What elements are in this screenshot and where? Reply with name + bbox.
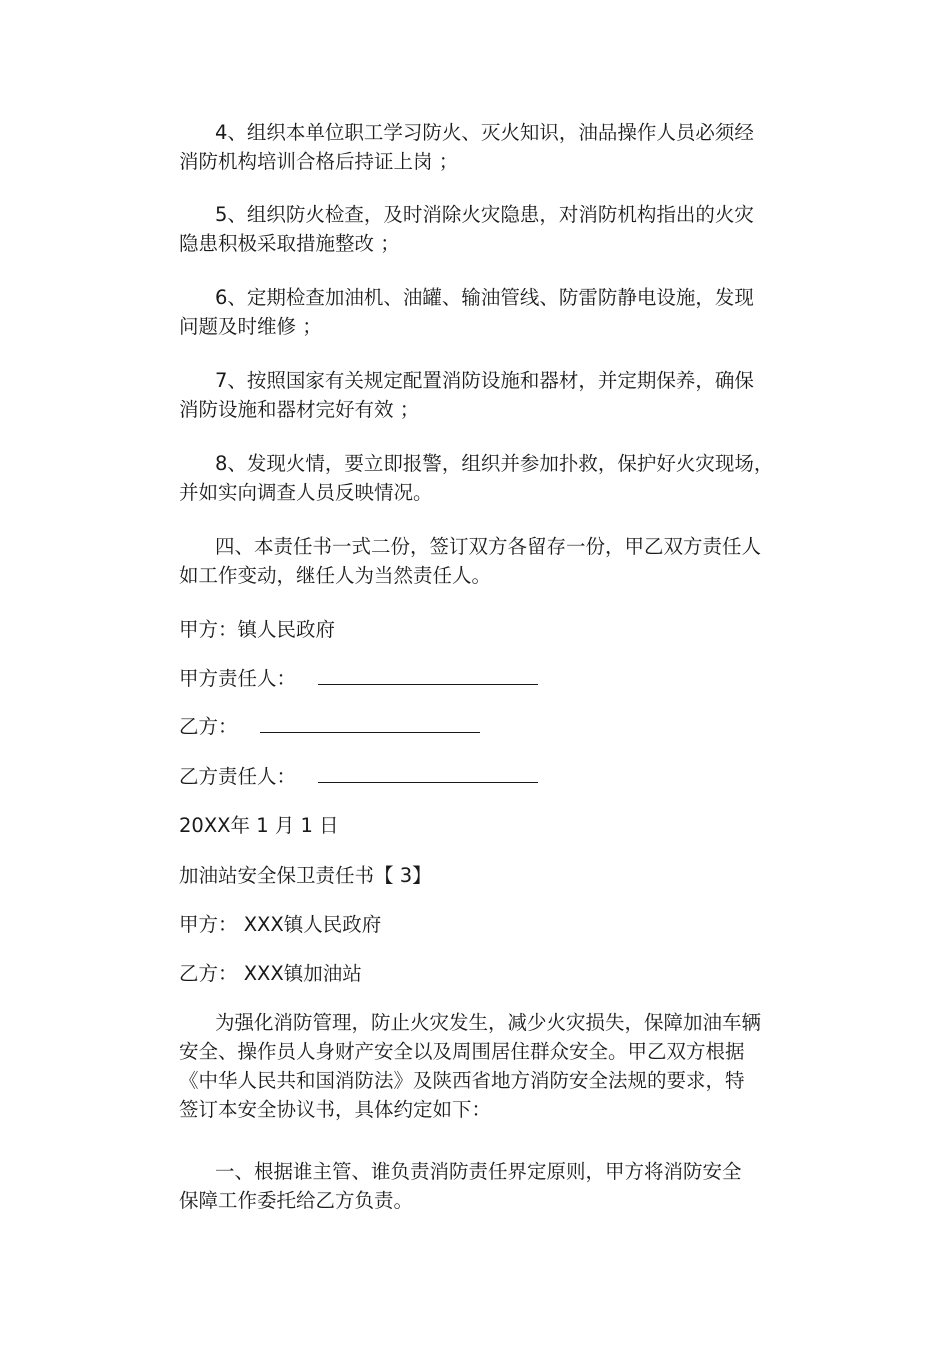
doc3-title-line bbox=[179, 861, 432, 890]
clause-4-line-1: 四、本责任书一式二份，签订双方各留存一份，甲乙双方责任人 bbox=[215, 535, 762, 558]
item-4-line-1: 4、组织本单位职工学习防火、灭火知识，油品操作人员必须经 bbox=[215, 121, 754, 144]
item-5-line-2: 隐患积极采取措施整改 ； bbox=[179, 232, 400, 255]
doc3-party-b-line bbox=[179, 959, 362, 988]
doc3-intro-line-2: 安全、操作员人身财产安全以及周围居住群众安全。甲乙双方根据 bbox=[179, 1040, 745, 1063]
party-b-line bbox=[179, 712, 480, 741]
item-7-line-1: 7、按照国家有关规定配置消防设施和器材，并定期保养，确保 bbox=[215, 369, 754, 392]
doc3-clause-1-line-1: 一、根据谁主管、谁负责消防责任界定原则，甲方将消防安全 bbox=[215, 1160, 742, 1183]
signing-date: 20XX年 1 月 1 日 bbox=[179, 814, 339, 837]
item-8-line-2: 并如实向调查人员反映情况。 bbox=[179, 481, 433, 504]
item-6-line-2: 问题及时维修 ； bbox=[179, 315, 322, 338]
doc3-party-a: 甲方： XXX镇人民政府 bbox=[179, 913, 382, 936]
date-line bbox=[179, 811, 339, 840]
party-b-label: 乙方： bbox=[179, 715, 238, 738]
item-7 bbox=[143, 366, 793, 424]
party-a-person-label: 甲方责任人： bbox=[179, 667, 297, 690]
doc3-party-b: 乙方： XXX镇加油站 bbox=[179, 962, 362, 985]
party-a-line bbox=[179, 615, 335, 644]
clause-4-line-2: 如工作变动，继任人为当然责任人。 bbox=[179, 564, 492, 587]
doc3-intro-line-3: 《中华人民共和国消防法》及陕西省地方消防安全法规的要求，特 bbox=[179, 1069, 745, 1092]
party-b-blank bbox=[260, 712, 480, 733]
clause-4 bbox=[143, 532, 793, 590]
party-a-person-blank bbox=[318, 664, 538, 685]
item-6-line-1: 6、定期检查加油机、油罐、输油管线、防雷防静电设施，发现 bbox=[215, 286, 754, 309]
item-7-line-2: 消防设施和器材完好有效 ； bbox=[179, 398, 420, 421]
item-4-line-2: 消防机构培训合格后持证上岗 ； bbox=[179, 150, 459, 173]
item-8-line-1: 8、发现火情，要立即报警，组织并参加扑救，保护好火灾现场， bbox=[215, 452, 774, 475]
party-b-person-blank bbox=[318, 762, 538, 783]
party-b-person-line bbox=[179, 762, 538, 791]
party-a-label: 甲方：镇人民政府 bbox=[179, 618, 336, 641]
item-8 bbox=[143, 449, 793, 507]
doc3-clause-1 bbox=[143, 1157, 793, 1215]
doc3-intro-line-1: 为强化消防管理，防止火灾发生，减少火灾损失，保障加油车辆 bbox=[215, 1011, 762, 1034]
party-a-person-line bbox=[179, 664, 538, 693]
doc3-intro-line-4: 签订本安全协议书，具体约定如下： bbox=[179, 1098, 492, 1121]
doc3-intro bbox=[143, 1008, 793, 1124]
doc3-title: 加油站安全保卫责任书【 3】 bbox=[179, 864, 432, 887]
doc3-party-a-line bbox=[179, 910, 381, 939]
doc3-clause-1-line-2: 保障工作委托给乙方负责。 bbox=[179, 1189, 414, 1212]
party-b-person-label: 乙方责任人： bbox=[179, 765, 297, 788]
item-5-line-1: 5、组织防火检查，及时消除火灾隐患，对消防机构指出的火灾 bbox=[215, 203, 754, 226]
item-4 bbox=[143, 118, 793, 176]
item-6 bbox=[143, 283, 793, 341]
item-5 bbox=[143, 200, 793, 258]
